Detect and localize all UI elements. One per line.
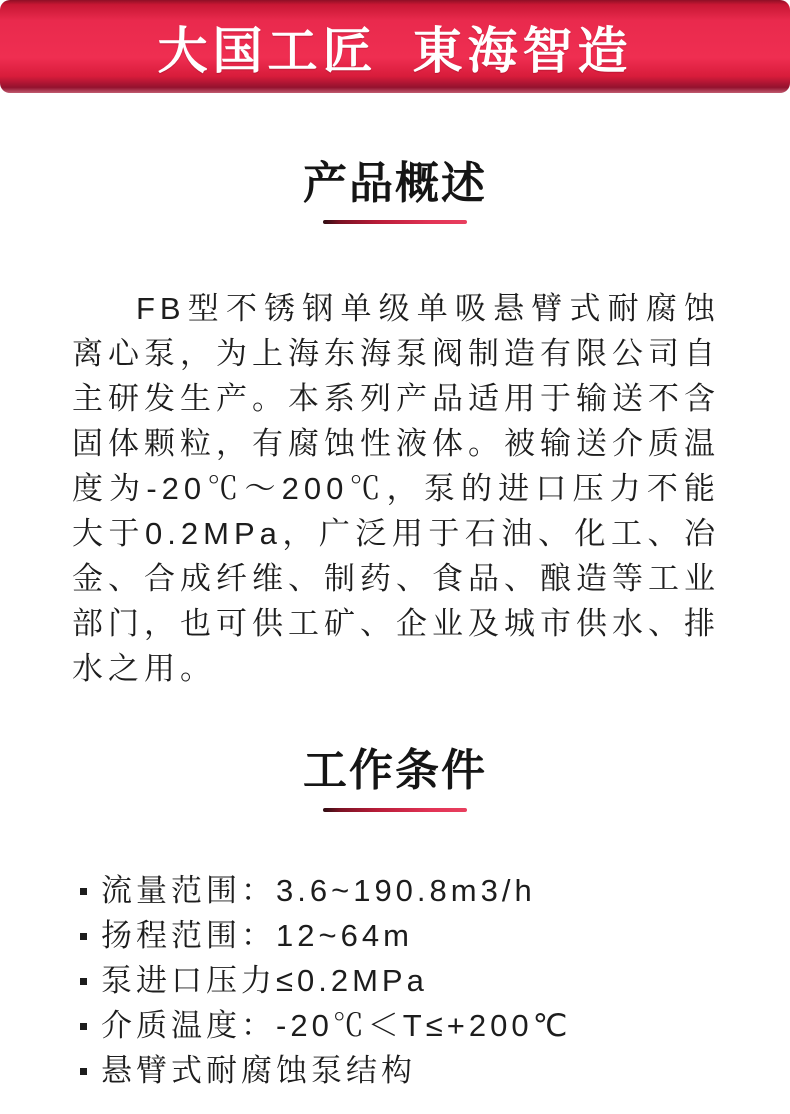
condition-flow-range: 流量范围：3.6~190.8m3/h (101, 872, 536, 908)
conditions-list (80, 868, 790, 1093)
bullet-icon (80, 933, 87, 940)
conditions-section-header (0, 691, 790, 811)
bullet-icon (80, 978, 87, 985)
bullet-icon (80, 888, 87, 895)
overview-section-title: 产品概述 (303, 159, 487, 208)
list-item (80, 913, 790, 958)
brand-banner-title: 大国工匠 東海智造 (157, 22, 633, 79)
condition-structure: 悬臂式耐腐蚀泵结构 (101, 1052, 416, 1088)
list-item (80, 1003, 790, 1048)
bullet-icon (80, 1023, 87, 1030)
condition-head-range: 扬程范围：12~64m (101, 917, 413, 953)
condition-medium-temperature: 介质温度：-20℃＜T≤+200℃ (101, 1007, 572, 1043)
title-underline (323, 220, 467, 224)
conditions-section-title: 工作条件 (303, 746, 487, 796)
list-item (80, 958, 790, 1003)
title-underline (323, 808, 467, 812)
bullet-icon (80, 1068, 87, 1075)
overview-paragraph: FB型不锈钢单级单吸悬臂式耐腐蚀离心泵，为上海东海泵阀制造有限公司自主研发生产。本系列产品适用于输送不含固体颗粒，有腐蚀性液体。被输送介质温度为-20℃～200℃，泵的进口压力不能大于0.2MPa，广泛用于石油、化工、冶金、合成纤维、制药、食品、酿造等工业部门，也可供工矿、企业及城市供水、排水之用。 (72, 291, 720, 687)
list-item (80, 868, 790, 913)
list-item (80, 1048, 790, 1093)
condition-inlet-pressure: 泵进口压力≤0.2MPa (101, 962, 428, 998)
brand-banner (0, 0, 790, 93)
